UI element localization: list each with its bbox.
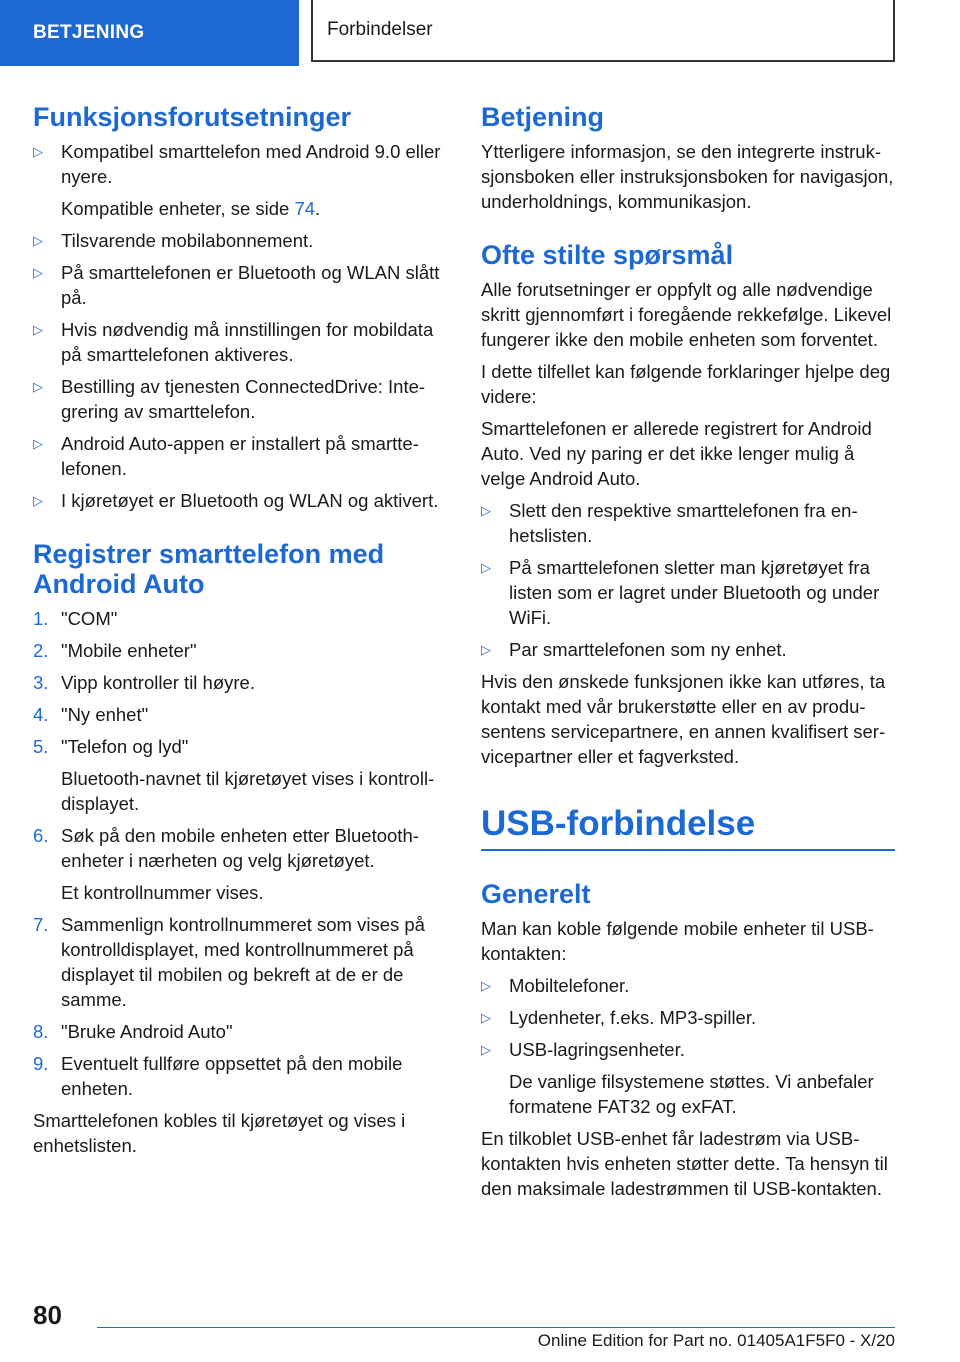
- list-item: ▷ Lydenheter, f.eks. MP3-spiller.: [481, 1007, 757, 1028]
- step-number: 5.: [33, 736, 49, 757]
- step-item: 7. Sammenlign kontrollnummeret som vises på kontrolldisplayet, med kontrollnummeret på displayet til mobilen og bekreft at de er de samme.: [33, 914, 425, 1010]
- list-item: ▷ USB-lagringsenheter. De vanlige filsystemene støttes. Vi anbefaler formatene FAT32 og exFAT.: [481, 1037, 895, 1119]
- faq-paragraph: Hvis den ønskede funksjonen ikke kan utføres, ta kontakt med vår brukerstøtte eller en av produsentens servicepartnere, en annen kvalifisert servicepartner eller et fagverksted.: [481, 671, 886, 767]
- list-item: ▷ Par smarttelefonen som ny enhet.: [481, 639, 787, 660]
- step-item: 4. "Ny enhet": [33, 704, 149, 725]
- triangle-bullet-icon: ▷: [481, 503, 491, 518]
- step-number: 7.: [33, 914, 49, 935]
- chapter-title: Forbindelser: [311, 0, 895, 62]
- page-header: [0, 0, 960, 66]
- step-item: 6. Søk på den mobile enheten etter Bluetooth-enheter i nærheten og velg kjøretøyet. Et kontrollnummer vises.: [33, 823, 453, 905]
- step-item: 3. Vipp kontroller til høyre.: [33, 672, 255, 693]
- heading-general: Generelt: [481, 879, 591, 909]
- list-item: ▷ Bestilling av tjenesten ConnectedDrive: Integrering av smarttelefon.: [33, 376, 426, 422]
- list-item: ▷ Hvis nødvendig må innstillingen for mobildata på smarttelefonen aktiveres.: [33, 319, 434, 365]
- triangle-bullet-icon: ▷: [481, 1010, 491, 1025]
- step-item: 9. Eventuelt fullføre oppsettet på den mobile enheten.: [33, 1053, 403, 1099]
- step-item: 2. "Mobile enheter": [33, 640, 197, 661]
- heading-usb-connection: USB-forbindelse: [481, 803, 895, 851]
- triangle-bullet-icon: ▷: [33, 233, 43, 248]
- triangle-bullet-icon: ▷: [33, 265, 43, 280]
- list-item: ▷ Mobiltelefoner.: [481, 975, 630, 996]
- triangle-bullet-icon: ▷: [33, 322, 43, 337]
- heading-faq: Ofte stilte spørsmål: [481, 240, 734, 270]
- heading-operation: Betjening: [481, 102, 605, 132]
- step-number: 4.: [33, 704, 49, 725]
- register-conclusion: Smarttelefonen kobles til kjøretøyet og vises i enhetslisten.: [33, 1110, 406, 1156]
- step-item: 5. "Telefon og lyd" Bluetooth-navnet til kjøretøyet vises i kontrolldisplayet.: [33, 734, 453, 816]
- list-item: ▷ På smarttelefonen er Bluetooth og WLAN slått på.: [33, 262, 440, 308]
- section-tab: BETJENING: [0, 0, 299, 66]
- prerequisites-list: [33, 139, 453, 513]
- heading-register-android-auto: Registrer smarttelefon med Android Auto: [33, 539, 385, 599]
- filesystem-note: De vanlige filsystemene støttes. Vi anbefaler formatene FAT32 og exFAT.: [509, 1071, 874, 1117]
- list-item: ▷ Android Auto-appen er installert på smarttelefonen.: [33, 433, 419, 479]
- step-number: 6.: [33, 825, 49, 846]
- operation-text: Ytterligere informasjon, se den integrerte instruksjonsboken eller instruksjonsboken for navigasjon, underholdnings, kommunikasjon.: [481, 141, 894, 212]
- triangle-bullet-icon: ▷: [33, 436, 43, 451]
- list-item: ▷ Kompatibel smarttelefon med Android 9.0 eller nyere. Kompatible enheter, se side 74.: [33, 139, 453, 221]
- step-number: 8.: [33, 1021, 49, 1042]
- triangle-bullet-icon: ▷: [481, 1042, 491, 1057]
- faq-paragraph: Smarttelefonen er allerede registrert for Android Auto. Ved ny paring er det ikke lenger mulig å velge Android Auto.: [481, 418, 872, 489]
- step-number: 9.: [33, 1053, 49, 1074]
- general-paragraph: En tilkoblet USB-enhet får ladestrøm via USB-kontakten hvis enheten støtter dette. Ta hensyn til den maksimale ladestrømmen til USB-kontakten.: [481, 1128, 888, 1199]
- left-column: [33, 102, 453, 1165]
- list-item: ▷ Tilsvarende mobilabonnement.: [33, 230, 314, 251]
- triangle-bullet-icon: ▷: [481, 642, 491, 657]
- list-item: ▷ I kjøretøyet er Bluetooth og WLAN og aktivert.: [33, 490, 439, 511]
- step-subtext: Bluetooth-navnet til kjøretøyet vises i kontrolldisplayet.: [61, 768, 435, 814]
- list-item: ▷ På smarttelefonen sletter man kjøretøyet fra listen som er lagret under Bluetooth og under WiFi.: [481, 557, 880, 628]
- faq-list: [481, 498, 895, 662]
- step-item: 8. "Bruke Android Auto": [33, 1021, 233, 1042]
- general-paragraph: Man kan koble følgende mobile enheter til USB-kontakten:: [481, 918, 874, 964]
- step-number: 1.: [33, 608, 49, 629]
- page-link[interactable]: 74: [294, 198, 316, 219]
- register-steps: [33, 606, 453, 1101]
- triangle-bullet-icon: ▷: [481, 978, 491, 993]
- usb-devices-list: [481, 973, 895, 1119]
- faq-paragraph: I dette tilfellet kan følgende forklaringer hjelpe deg videre:: [481, 361, 891, 407]
- list-item: ▷ Slett den respektive smarttelefonen fra enhetslisten.: [481, 500, 858, 546]
- triangle-bullet-icon: ▷: [33, 493, 43, 508]
- step-number: 3.: [33, 672, 49, 693]
- triangle-bullet-icon: ▷: [33, 379, 43, 394]
- step-subtext: Et kontrollnummer vises.: [61, 882, 264, 903]
- triangle-bullet-icon: ▷: [33, 144, 43, 159]
- footer-edition: Online Edition for Part no. 01405A1F5F0 - X/20: [97, 1327, 895, 1351]
- triangle-bullet-icon: ▷: [481, 560, 491, 575]
- step-item: 1. "COM": [33, 608, 118, 629]
- faq-paragraph: Alle forutsetninger er oppfylt og alle nødvendige skritt gjennomført i foregående rekkefølge. Likevel fungerer ikke den mobile enheten som forventet.: [481, 279, 892, 350]
- compatible-devices-note: Kompatible enheter, se side 74.: [61, 198, 321, 219]
- page-number: 80: [33, 1300, 62, 1330]
- right-column: [481, 102, 895, 1208]
- heading-prerequisites: Funksjonsforutsetninger: [33, 102, 352, 132]
- step-number: 2.: [33, 640, 49, 661]
